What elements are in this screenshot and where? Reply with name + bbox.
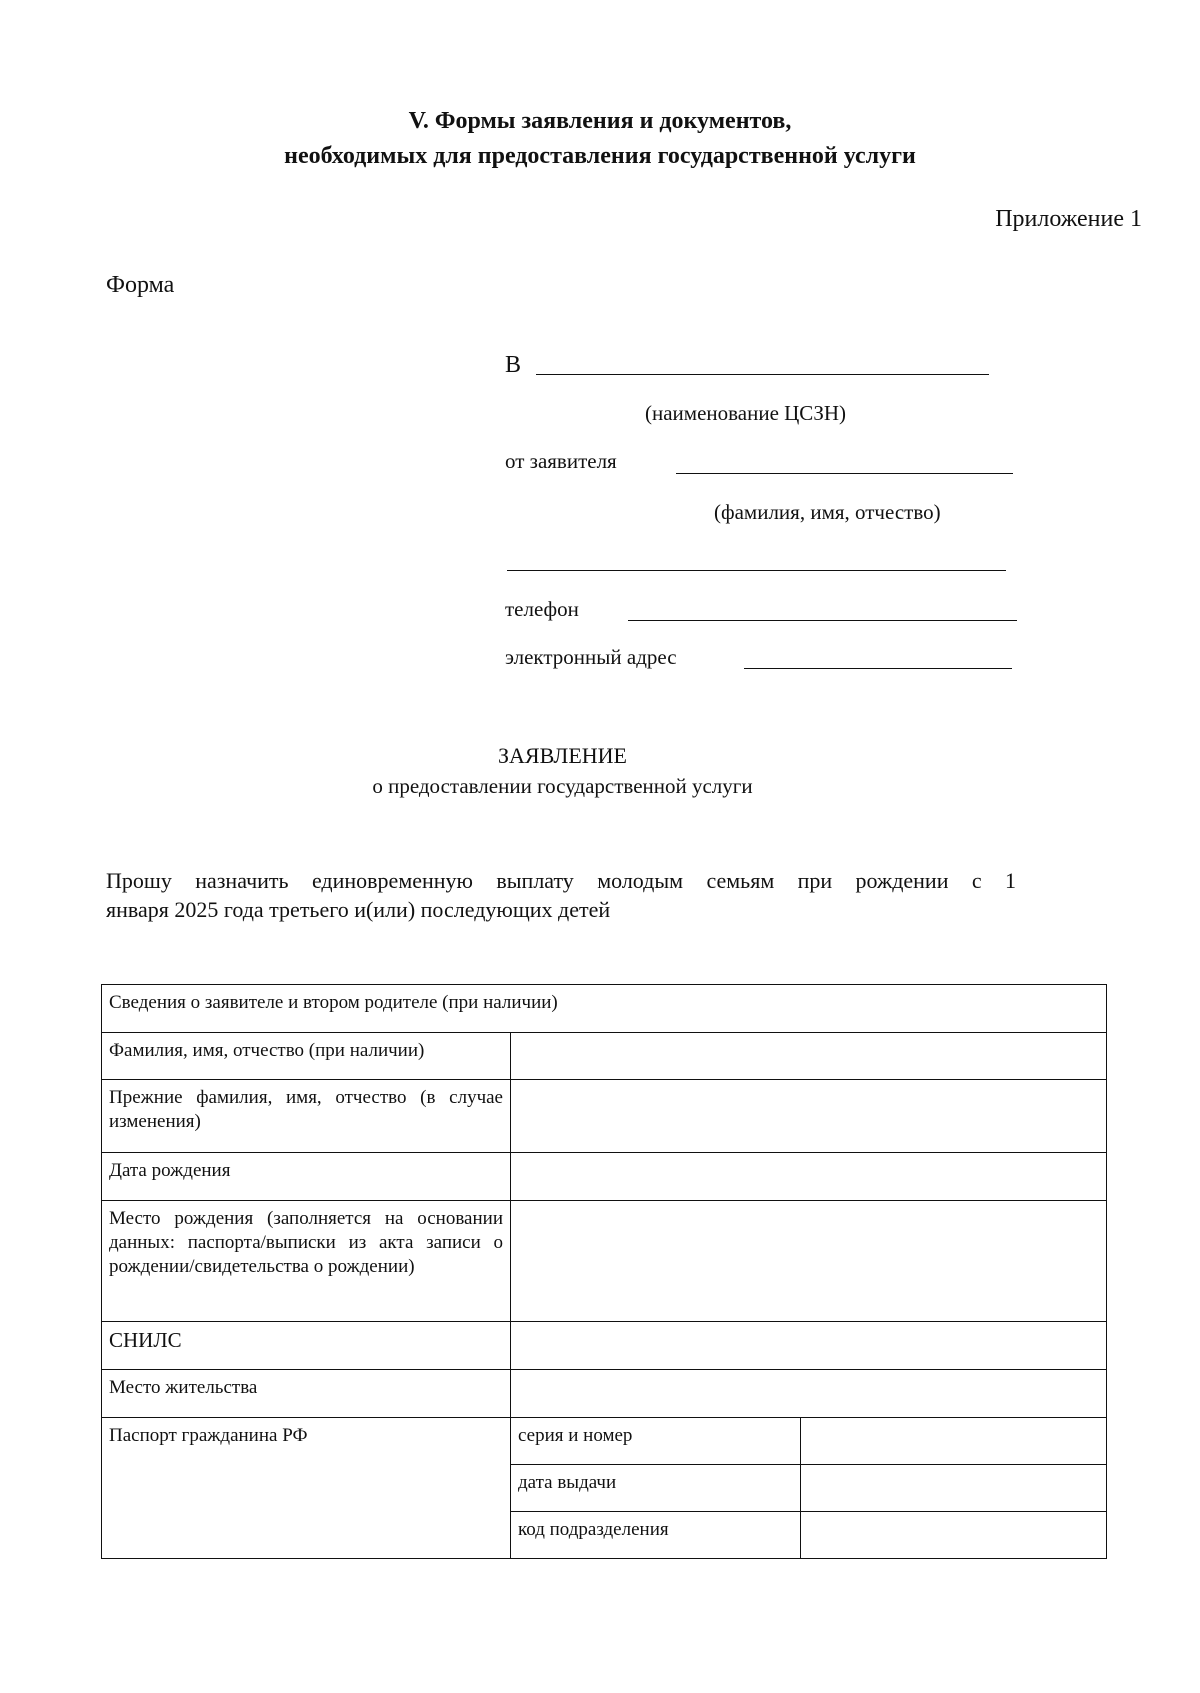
passport-division-code-label: код подразделения bbox=[511, 1512, 801, 1559]
applicant-extra-field-line[interactable] bbox=[507, 570, 1006, 571]
snils-label: СНИЛС bbox=[102, 1322, 511, 1370]
to-prefix: В bbox=[505, 352, 522, 378]
passport-series-number-label: серия и номер bbox=[511, 1418, 801, 1465]
residence-input-cell[interactable] bbox=[511, 1370, 1107, 1418]
birth-place-label: Место рождения (заполняется на основании данных: паспорта/выписки из акта записи о рождении/свидетельства о рождении) bbox=[102, 1201, 511, 1322]
form-label: Форма bbox=[106, 272, 175, 298]
request-text-line-2: января 2025 года третьего и(или) последующих детей bbox=[106, 897, 611, 922]
previous-name-label: Прежние фамилия, имя, отчество (в случае изменения) bbox=[102, 1080, 511, 1153]
residence-label: Место жительства bbox=[102, 1370, 511, 1418]
statement-title: ЗАЯВЛЕНИЕ bbox=[498, 743, 627, 768]
passport-division-code-input-cell[interactable] bbox=[801, 1512, 1107, 1559]
phone-field-line[interactable] bbox=[628, 620, 1017, 621]
email-label: электронный адрес bbox=[505, 645, 677, 669]
passport-series-number-input-cell[interactable] bbox=[801, 1418, 1107, 1465]
table-row bbox=[102, 1322, 1107, 1370]
request-text-line-1: Прошу назначить единовременную выплату молодым семьям при рождении с 1 bbox=[106, 868, 1016, 893]
full-name-input-cell[interactable] bbox=[511, 1033, 1107, 1080]
table-row bbox=[102, 1418, 1107, 1465]
passport-issue-date-label: дата выдачи bbox=[511, 1465, 801, 1512]
birth-place-input-cell[interactable] bbox=[511, 1201, 1107, 1322]
birth-date-input-cell[interactable] bbox=[511, 1153, 1107, 1201]
full-name-label: Фамилия, имя, отчество (при наличии) bbox=[102, 1033, 511, 1080]
table-row bbox=[102, 1080, 1107, 1153]
snils-input-cell[interactable] bbox=[511, 1322, 1107, 1370]
table-row bbox=[102, 1201, 1107, 1322]
birth-date-label: Дата рождения bbox=[102, 1153, 511, 1201]
table-row bbox=[102, 1153, 1107, 1201]
table-row bbox=[102, 1033, 1107, 1080]
table-row bbox=[102, 985, 1107, 1033]
document-heading-line-1: V. Формы заявления и документов, bbox=[408, 108, 792, 134]
passport-issue-date-input-cell[interactable] bbox=[801, 1465, 1107, 1512]
section-header-cell: Сведения о заявителе и втором родителе (при наличии) bbox=[102, 985, 1107, 1033]
table-row bbox=[102, 1370, 1107, 1418]
email-field-line[interactable] bbox=[744, 668, 1012, 669]
document-heading-line-2: необходимых для предоставления государственной услуги bbox=[284, 143, 916, 169]
statement-subtitle: о предоставлении государственной услуги bbox=[372, 774, 753, 798]
phone-label: телефон bbox=[505, 597, 579, 621]
from-applicant-label: от заявителя bbox=[505, 449, 617, 473]
applicant-name-field-line[interactable] bbox=[676, 473, 1013, 474]
recipient-caption: (наименование ЦСЗН) bbox=[645, 401, 846, 425]
appendix-label: Приложение 1 bbox=[995, 206, 1142, 232]
applicant-name-caption: (фамилия, имя, отчество) bbox=[714, 500, 941, 524]
passport-label: Паспорт гражданина РФ bbox=[102, 1418, 511, 1559]
applicant-info-table bbox=[101, 984, 1107, 1559]
recipient-field-line[interactable] bbox=[536, 374, 989, 375]
previous-name-input-cell[interactable] bbox=[511, 1080, 1107, 1153]
